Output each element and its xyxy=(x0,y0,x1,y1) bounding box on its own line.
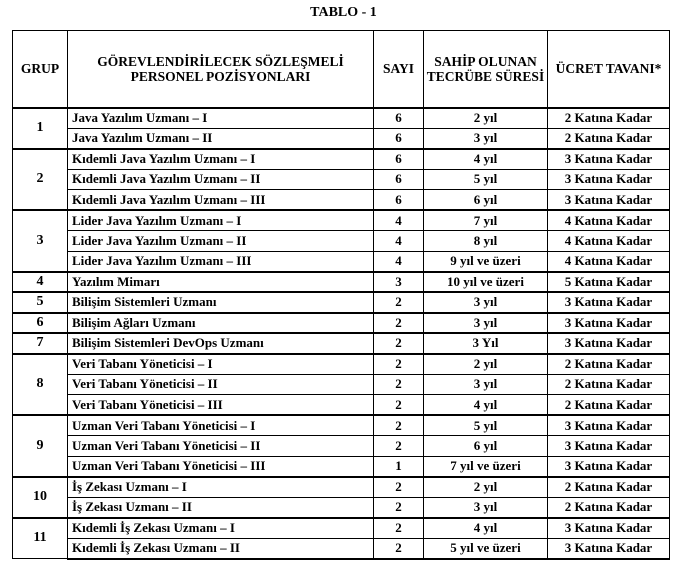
fee-cap: 5 Katına Kadar xyxy=(548,272,670,293)
fee-cap: 2 Katına Kadar xyxy=(548,128,670,149)
position-name: Bilişim Ağları Uzmanı xyxy=(68,313,374,334)
table-row xyxy=(13,169,670,190)
position-count: 2 xyxy=(374,333,424,354)
position-count: 2 xyxy=(374,436,424,457)
experience-duration: 3 yıl xyxy=(424,497,548,518)
position-name: Kıdemli İş Zekası Uzmanı – II xyxy=(68,538,374,559)
group-number: 1 xyxy=(13,108,68,149)
fee-cap: 3 Katına Kadar xyxy=(548,538,670,559)
experience-duration: 5 yıl xyxy=(424,169,548,190)
table-body xyxy=(13,108,670,559)
table-row xyxy=(13,149,670,170)
experience-duration: 4 yıl xyxy=(424,149,548,170)
position-count: 6 xyxy=(374,128,424,149)
group-number: 8 xyxy=(13,354,68,416)
experience-duration: 4 yıl xyxy=(424,395,548,416)
table-row xyxy=(13,190,670,211)
table-row xyxy=(13,272,670,293)
table-row xyxy=(13,210,670,231)
position-count: 3 xyxy=(374,272,424,293)
position-name: Veri Tabanı Yöneticisi – I xyxy=(68,354,374,375)
group-number: 11 xyxy=(13,518,68,559)
experience-duration: 9 yıl ve üzeri xyxy=(424,251,548,272)
position-count: 6 xyxy=(374,169,424,190)
position-count: 2 xyxy=(374,518,424,539)
position-count: 2 xyxy=(374,313,424,334)
fee-cap: 3 Katına Kadar xyxy=(548,456,670,477)
group-number: 3 xyxy=(13,210,68,272)
fee-cap: 2 Katına Kadar xyxy=(548,354,670,375)
fee-cap: 3 Katına Kadar xyxy=(548,313,670,334)
position-count: 4 xyxy=(374,251,424,272)
experience-duration: 3 yıl xyxy=(424,292,548,313)
experience-duration: 2 yıl xyxy=(424,477,548,498)
header-experience: SAHİP OLUNAN TECRÜBE SÜRESİ xyxy=(424,31,548,108)
position-name: İş Zekası Uzmanı – II xyxy=(68,497,374,518)
position-name: Kıdemli Java Yazılım Uzmanı – II xyxy=(68,169,374,190)
fee-cap: 3 Katına Kadar xyxy=(548,149,670,170)
fee-cap: 3 Katına Kadar xyxy=(548,333,670,354)
table-row xyxy=(13,333,670,354)
table-row xyxy=(13,518,670,539)
header-grup: GRUP xyxy=(13,31,68,108)
position-count: 2 xyxy=(374,415,424,436)
experience-duration: 3 Yıl xyxy=(424,333,548,354)
group-number: 4 xyxy=(13,272,68,293)
position-name: Java Yazılım Uzmanı – II xyxy=(68,128,374,149)
experience-duration: 3 yıl xyxy=(424,374,548,395)
position-count: 2 xyxy=(374,477,424,498)
experience-duration: 5 yıl ve üzeri xyxy=(424,538,548,559)
fee-cap: 3 Katına Kadar xyxy=(548,436,670,457)
fee-cap: 2 Katına Kadar xyxy=(548,497,670,518)
position-count: 2 xyxy=(374,538,424,559)
positions-table xyxy=(12,30,670,560)
position-count: 2 xyxy=(374,292,424,313)
position-name: Bilişim Sistemleri Uzmanı xyxy=(68,292,374,313)
position-name: Uzman Veri Tabanı Yöneticisi – II xyxy=(68,436,374,457)
header-position: GÖREVLENDİRİLECEK SÖZLEŞMELİ PERSONEL POZİSYONLARI xyxy=(68,31,374,108)
position-count: 6 xyxy=(374,149,424,170)
header-sayi: SAYI xyxy=(374,31,424,108)
position-count: 2 xyxy=(374,374,424,395)
position-count: 2 xyxy=(374,497,424,518)
position-count: 6 xyxy=(374,108,424,129)
experience-duration: 6 yıl xyxy=(424,190,548,211)
experience-duration: 10 yıl ve üzeri xyxy=(424,272,548,293)
experience-duration: 4 yıl xyxy=(424,518,548,539)
table-row xyxy=(13,251,670,272)
fee-cap: 3 Katına Kadar xyxy=(548,292,670,313)
position-name: Veri Tabanı Yöneticisi – III xyxy=(68,395,374,416)
table-row xyxy=(13,313,670,334)
experience-duration: 2 yıl xyxy=(424,108,548,129)
experience-duration: 7 yıl ve üzeri xyxy=(424,456,548,477)
fee-cap: 2 Katına Kadar xyxy=(548,108,670,129)
experience-duration: 3 yıl xyxy=(424,313,548,334)
position-name: Kıdemli Java Yazılım Uzmanı – III xyxy=(68,190,374,211)
table-row xyxy=(13,128,670,149)
position-count: 2 xyxy=(374,395,424,416)
experience-duration: 6 yıl xyxy=(424,436,548,457)
position-name: İş Zekası Uzmanı – I xyxy=(68,477,374,498)
position-count: 6 xyxy=(374,190,424,211)
table-row xyxy=(13,456,670,477)
position-name: Kıdemli Java Yazılım Uzmanı – I xyxy=(68,149,374,170)
fee-cap: 3 Katına Kadar xyxy=(548,169,670,190)
fee-cap: 3 Katına Kadar xyxy=(548,190,670,211)
group-number: 9 xyxy=(13,415,68,477)
table-row xyxy=(13,292,670,313)
header-fee: ÜCRET TAVANI* xyxy=(548,31,670,108)
position-count: 1 xyxy=(374,456,424,477)
position-count: 4 xyxy=(374,210,424,231)
table-row xyxy=(13,108,670,129)
experience-duration: 8 yıl xyxy=(424,231,548,252)
fee-cap: 2 Katına Kadar xyxy=(548,374,670,395)
table-title: TABLO - 1 xyxy=(310,5,377,20)
experience-duration: 7 yıl xyxy=(424,210,548,231)
fee-cap: 4 Katına Kadar xyxy=(548,251,670,272)
header-row xyxy=(13,31,670,108)
fee-cap: 4 Katına Kadar xyxy=(548,231,670,252)
experience-duration: 5 yıl xyxy=(424,415,548,436)
group-number: 2 xyxy=(13,149,68,211)
group-number: 10 xyxy=(13,477,68,518)
experience-duration: 3 yıl xyxy=(424,128,548,149)
fee-cap: 2 Katına Kadar xyxy=(548,395,670,416)
fee-cap: 3 Katına Kadar xyxy=(548,518,670,539)
position-count: 4 xyxy=(374,231,424,252)
table-row xyxy=(13,538,670,559)
table-row xyxy=(13,231,670,252)
table-row xyxy=(13,415,670,436)
fee-cap: 4 Katına Kadar xyxy=(548,210,670,231)
position-name: Uzman Veri Tabanı Yöneticisi – I xyxy=(68,415,374,436)
table-row xyxy=(13,436,670,457)
position-name: Java Yazılım Uzmanı – I xyxy=(68,108,374,129)
group-number: 6 xyxy=(13,313,68,334)
table-row xyxy=(13,477,670,498)
position-name: Kıdemli İş Zekası Uzmanı – I xyxy=(68,518,374,539)
fee-cap: 3 Katına Kadar xyxy=(548,415,670,436)
position-name: Uzman Veri Tabanı Yöneticisi – III xyxy=(68,456,374,477)
position-count: 2 xyxy=(374,354,424,375)
table-row xyxy=(13,374,670,395)
fee-cap: 2 Katına Kadar xyxy=(548,477,670,498)
table-row xyxy=(13,395,670,416)
position-name: Lider Java Yazılım Uzmanı – I xyxy=(68,210,374,231)
position-name: Lider Java Yazılım Uzmanı – II xyxy=(68,231,374,252)
position-name: Yazılım Mimarı xyxy=(68,272,374,293)
experience-duration: 2 yıl xyxy=(424,354,548,375)
position-name: Bilişim Sistemleri DevOps Uzmanı xyxy=(68,333,374,354)
position-name: Lider Java Yazılım Uzmanı – III xyxy=(68,251,374,272)
table-row xyxy=(13,354,670,375)
table-row xyxy=(13,497,670,518)
group-number: 7 xyxy=(13,333,68,354)
position-name: Veri Tabanı Yöneticisi – II xyxy=(68,374,374,395)
group-number: 5 xyxy=(13,292,68,313)
